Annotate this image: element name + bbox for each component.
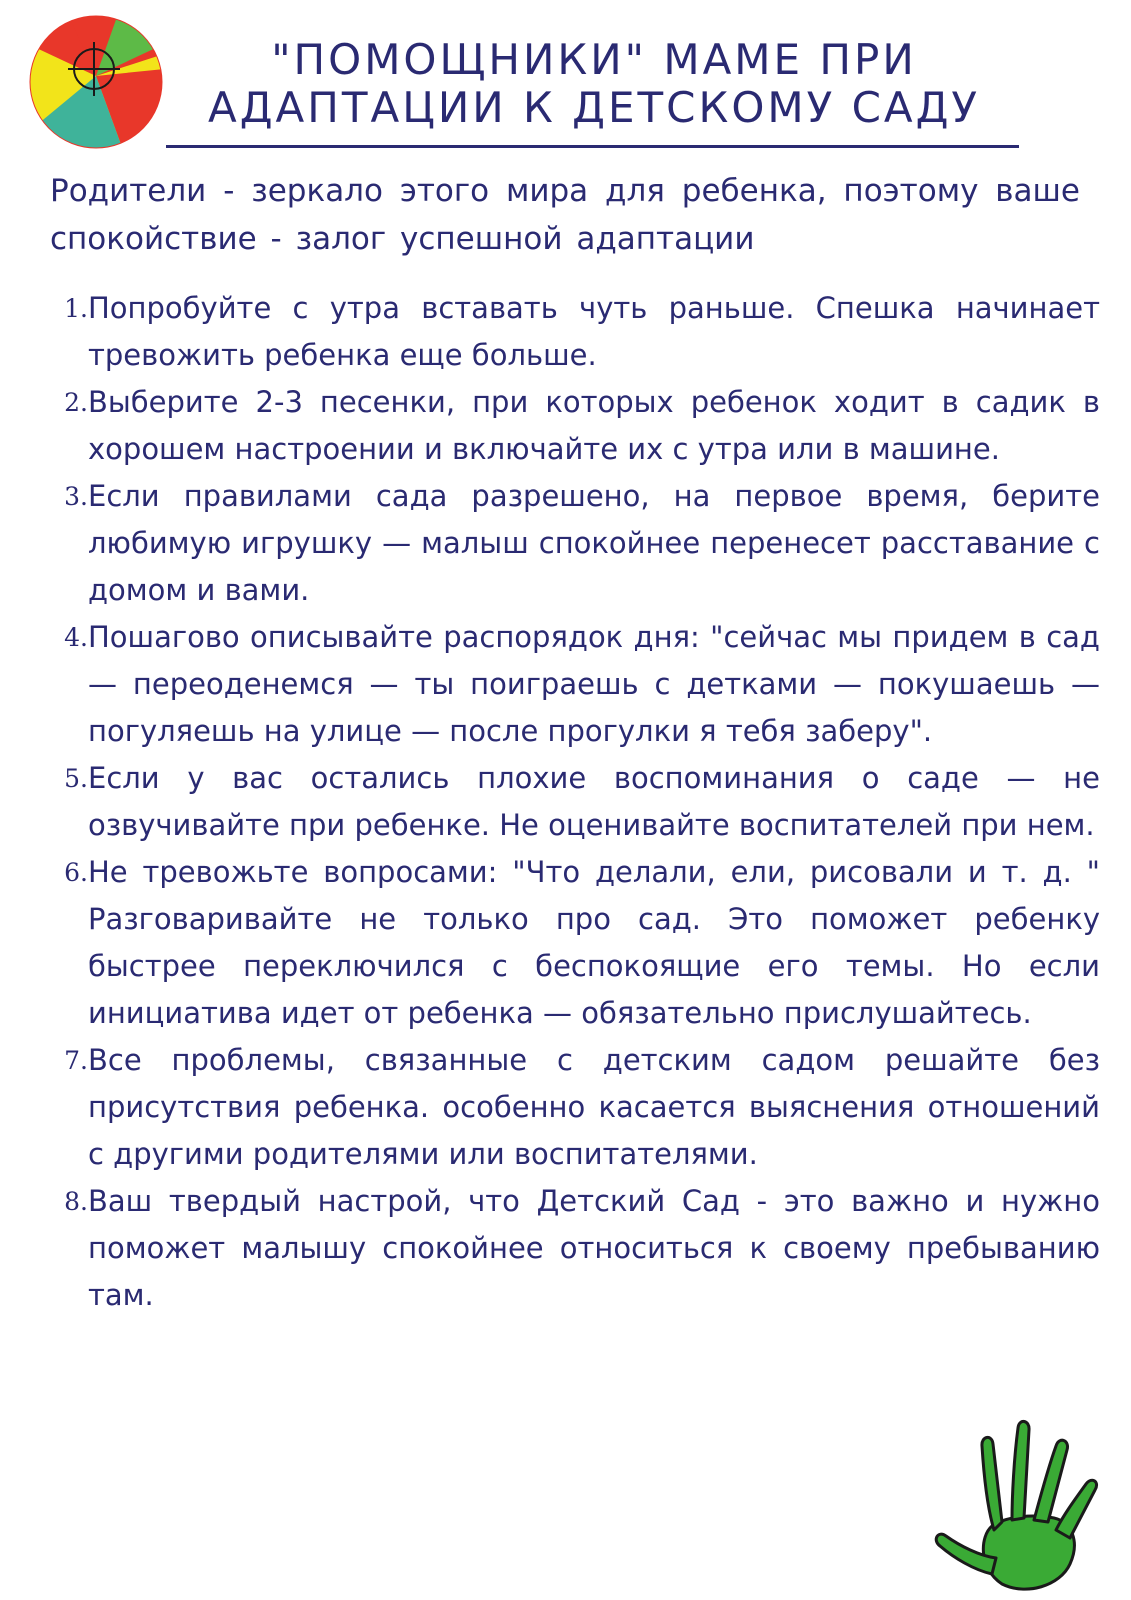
item-number: 1. — [64, 294, 88, 323]
item-number: 5. — [64, 764, 88, 793]
item-number: 2. — [64, 388, 88, 417]
item-number: 7. — [64, 1046, 88, 1075]
green-handprint-icon — [930, 1418, 1100, 1594]
intro-text: Родители - зеркало этого мира для ребенка, поэтому ваше спокойствие - залог успешной адаптации — [50, 173, 1080, 257]
beach-ball-icon — [28, 14, 164, 150]
list-item — [50, 1037, 1110, 1178]
item-text: Не тревожьте вопросами: "Что делали, ели, рисовали и т. д. " Разговаривайте не только про сад. Это поможет ребенку быстрее переключился с беспокоящие его темы. Но если инициатива идет от ребенка — обязательно прислушайтесь. — [88, 855, 1100, 1030]
title-line-2: АДАПТАЦИИ К ДЕТСКОМУ САДУ — [207, 83, 981, 132]
item-text: Если правилами сада разрешено, на первое время, берите любимую игрушку — малыш спокойнее перенесет расставание с домом и вами. — [88, 479, 1100, 607]
item-number: 8. — [64, 1187, 88, 1216]
list-item — [50, 849, 1110, 1037]
list-item — [50, 473, 1110, 614]
title-line-1: "ПОМОЩНИКИ" МАМЕ ПРИ — [271, 35, 917, 84]
item-text: Ваш твердый настрой, что Детский Сад - это важно и нужно поможет малышу спокойнее относиться к своему пребыванию там. — [88, 1184, 1100, 1312]
item-text: Если у вас остались плохие воспоминания о саде — не озвучивайте при ребенке. Не оценивайте воспитателей при нем. — [88, 761, 1100, 842]
list-item — [50, 379, 1110, 473]
item-number: 6. — [64, 858, 88, 887]
item-text: Попробуйте с утра вставать чуть раньше. Спешка начинает тревожить ребенка еще больше. — [88, 291, 1100, 372]
item-number: 3. — [64, 482, 88, 511]
item-text: Пошагово описывайте распорядок дня: "сейчас мы придем в сад — переоденемся — ты поиграешь с детками — покушаешь — погуляешь на улице — после прогулки я тебя заберу". — [88, 620, 1100, 748]
item-text: Все проблемы, связанные с детским садом решайте без присутствия ребенка. особенно касается выяснения отношений с другими родителями или воспитателями. — [88, 1043, 1100, 1171]
list-item — [50, 285, 1110, 379]
list-item — [50, 755, 1110, 849]
item-text: Выберите 2-3 песенки, при которых ребенок ходит в садик в хорошем настроении и включайте их с утра или в машине. — [88, 385, 1100, 466]
title-underline — [166, 145, 1019, 148]
page-title — [168, 36, 1020, 132]
list-item — [50, 614, 1110, 755]
tips-list — [50, 285, 1110, 1319]
item-number: 4. — [64, 623, 88, 652]
list-item — [50, 1178, 1110, 1319]
